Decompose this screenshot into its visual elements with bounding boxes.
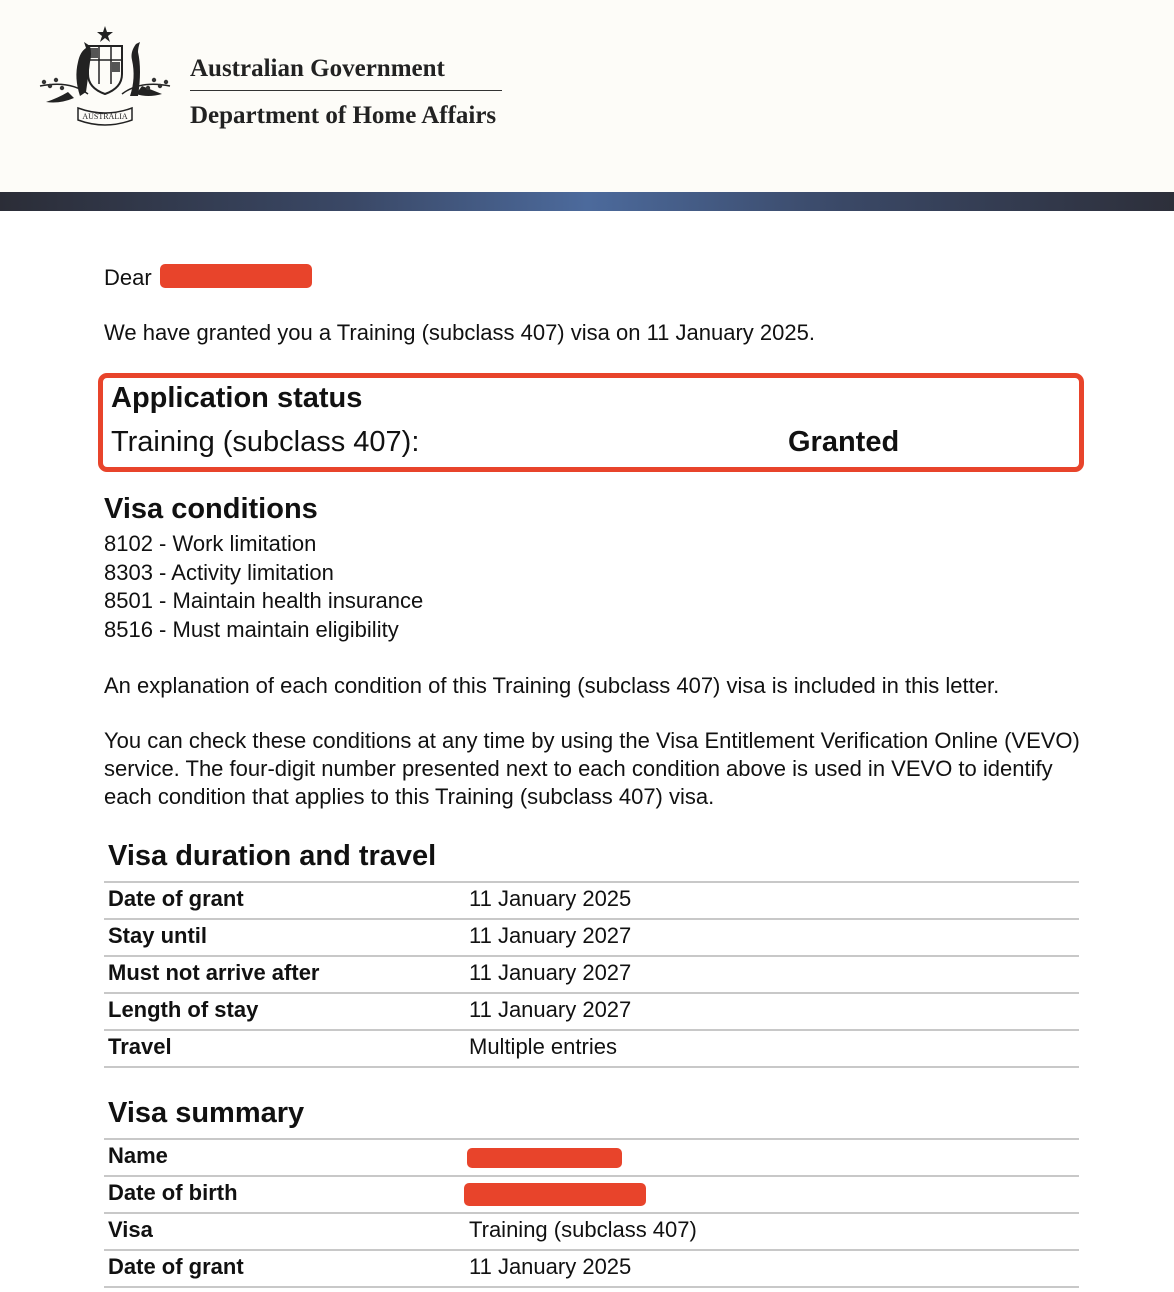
condition-item: 8102 - Work limitation (104, 531, 317, 556)
row-value: 11 January 2027 (469, 923, 632, 948)
table-row (104, 1031, 1079, 1068)
table-row (104, 1251, 1079, 1288)
redacted-date-of-birth (464, 1183, 646, 1206)
row-label: Visa (108, 1217, 153, 1242)
row-label: Travel (108, 1034, 172, 1059)
table-row (104, 994, 1079, 1031)
conditions-explanation: An explanation of each condition of this Training (subclass 407) visa is included in this letter. (104, 673, 1000, 698)
crest-motto: AUSTRALIA (82, 112, 128, 121)
agency-name (190, 54, 502, 131)
row-label: Must not arrive after (108, 960, 320, 985)
visa-duration-title: Visa duration and travel (108, 840, 437, 872)
salutation-text: Dear (104, 265, 152, 290)
department-name: Department of Home Affairs (190, 102, 497, 129)
table-row (104, 1140, 1079, 1177)
header-band (0, 192, 1174, 211)
table-row (104, 1177, 1079, 1214)
application-status-value: Granted (788, 426, 900, 458)
row-label: Name (108, 1143, 168, 1168)
visa-duration-table (104, 881, 1079, 1068)
visa-conditions-list (104, 530, 423, 645)
row-value: 11 January 2027 (469, 997, 632, 1022)
row-value: Training (subclass 407) (469, 1217, 697, 1242)
condition-item: 8303 - Activity limitation (104, 559, 334, 585)
visa-summary-title: Visa summary (108, 1097, 305, 1129)
redacted-name (160, 264, 312, 288)
visa-summary-table (104, 1138, 1079, 1288)
row-value: 11 January 2025 (469, 1254, 632, 1279)
application-status-label: Training (subclass 407): (111, 426, 420, 458)
condition-item: 8516 - Must maintain eligibility (104, 617, 399, 643)
application-status-box (98, 373, 1084, 472)
row-label: Date of grant (108, 1254, 244, 1279)
application-status-title: Application status (111, 382, 363, 414)
row-label: Date of birth (108, 1180, 238, 1205)
row-label: Length of stay (108, 997, 259, 1022)
row-value: 11 January 2025 (469, 886, 632, 911)
letterhead (0, 0, 1174, 192)
table-row (104, 1214, 1079, 1251)
table-row (104, 920, 1079, 957)
redacted-name (467, 1148, 622, 1168)
row-value: Multiple entries (469, 1034, 617, 1059)
coat-of-arms-icon (30, 24, 180, 136)
row-value: 11 January 2027 (469, 960, 632, 985)
row-label: Date of grant (108, 886, 244, 911)
table-row (104, 883, 1079, 920)
vevo-note: You can check these conditions at any time by using the Visa Entitlement Verification Online (VEVO) service. The four-digit number presented next to each condition above is used in VEVO to identify each condition that applies to this Training (subclass 407) visa. (104, 728, 1080, 809)
government-name: Australian Government (190, 54, 502, 91)
row-label: Stay until (108, 923, 208, 948)
grant-intro: We have granted you a Training (subclass 407) visa on 11 January 2025. (104, 320, 815, 345)
table-row (104, 957, 1079, 994)
visa-conditions-title: Visa conditions (104, 493, 318, 525)
salutation (104, 264, 312, 292)
condition-item: 8501 - Maintain health insurance (104, 588, 424, 614)
